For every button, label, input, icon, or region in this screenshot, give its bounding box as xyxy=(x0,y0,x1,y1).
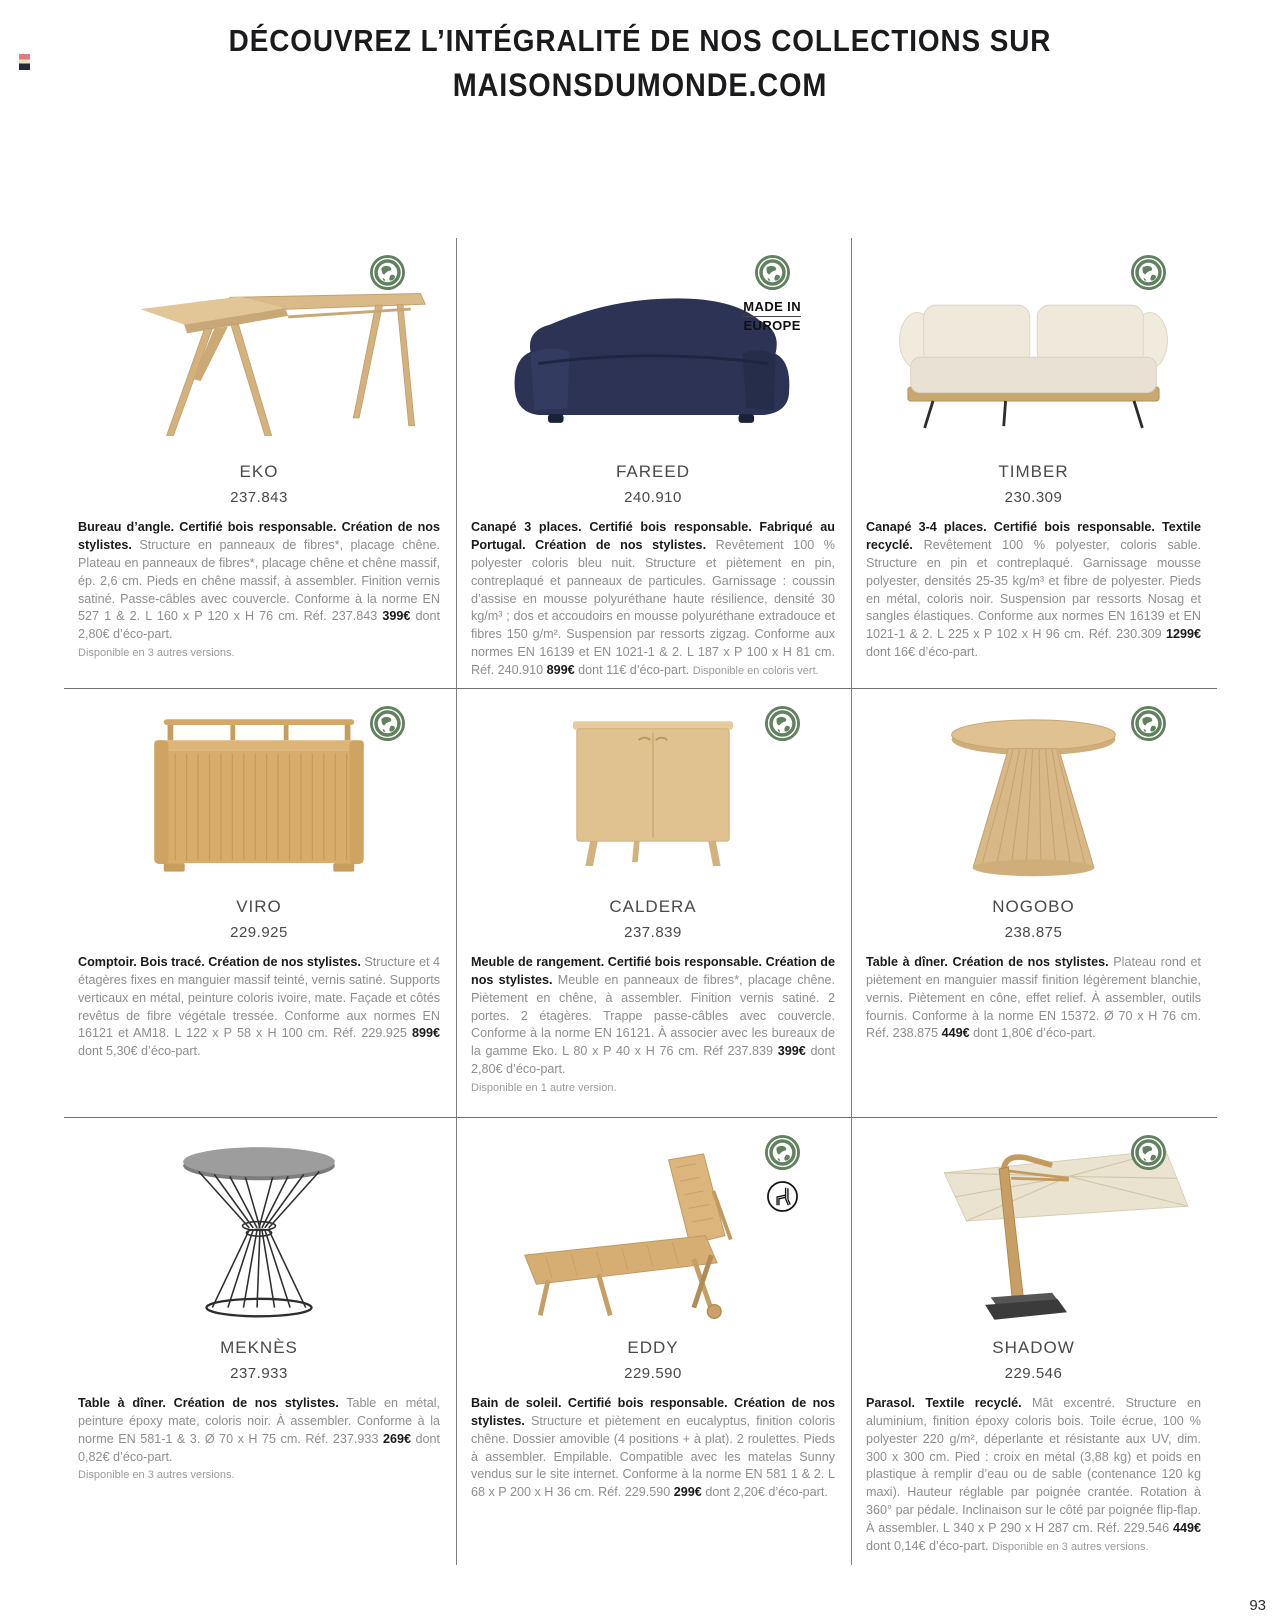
product-body: Structure en panneaux de fibres*, placage chêne. Plateau en panneaux de fibres*, placage chêne et chêne massif, ép. 2,6 cm. Pieds en chêne massif, à assembler. Finition vernis satiné. Passe-câbles avec couvercle. Conforme à la norme EN 527 1 & 2. L 160 x P 120 x H 76 cm. Réf. 237.843 xyxy=(78,537,440,624)
product-lead: Canapé 3 places. Certifié bois responsable. Fabriqué au Portugal. Création de nos stylistes. xyxy=(471,520,835,552)
product-description xyxy=(471,519,835,680)
eco-label-icon xyxy=(369,705,406,742)
product-card-shadow xyxy=(852,1117,1217,1565)
product-body: Table en métal, peinture époxy mate, coloris noir. À assembler. Conforme à la norme EN 581-1 & 3. Ø 70 x H 75 cm. Réf. 237.933 xyxy=(78,1395,440,1446)
product-ref: 229.590 xyxy=(624,1364,682,1382)
availability-note: Disponible en 3 autres versions. xyxy=(992,1540,1149,1553)
product-card-viro xyxy=(64,688,457,1117)
product-card-nogobo xyxy=(852,688,1217,1117)
product-lead: Meuble de rangement. Certifié bois responsable. Création de nos stylistes. xyxy=(471,954,835,987)
product-price: 269€ xyxy=(382,1431,411,1446)
product-image xyxy=(866,1118,1201,1326)
product-lead: Table à dîner. Création de nos stylistes. xyxy=(866,954,1109,969)
product-price: 1299€ xyxy=(1165,627,1201,642)
product-description xyxy=(866,954,1201,1043)
product-ref: 238.875 xyxy=(1004,923,1063,941)
product-name: FAREED xyxy=(615,462,691,481)
product-image xyxy=(471,238,835,450)
made-in-europe-line2: EUROPE xyxy=(743,318,801,334)
badge-stack xyxy=(369,254,406,291)
product-description xyxy=(471,954,835,1097)
product-ref: 229.925 xyxy=(230,923,288,941)
product-card-caldera xyxy=(457,688,852,1117)
product-eco-part: dont 0,14€ d’éco-part. xyxy=(866,1538,989,1553)
product-eco-part: dont 5,30€ d’éco-part. xyxy=(78,1044,201,1059)
badge-stack xyxy=(764,1134,801,1213)
eco-label-icon xyxy=(1130,1134,1167,1171)
badge-stack xyxy=(743,254,801,334)
product-lead: Bain de soleil. Certifié bois responsable. Création de nos stylistes. xyxy=(471,1395,835,1428)
product-body: Mât excentré. Structure en aluminium, finition époxy coloris bois. Toile écrue, 100 % polyester 220 g/m², déperlante et résistante aux UV, dim. 300 x 300 cm. Pied : croix en métal (3,88 kg) et poids en plastique à remplir d’eau ou de sable (contenance 120 kg maxi). Hauteur réglable par poignée crantée. Rotation à 360° par pédale. Inclinaison sur le côté par poignée flip-flap. À assembler. L 340 x P 290 x H 287 cm. Réf. 229.546 xyxy=(866,1395,1201,1535)
product-ref: 230.309 xyxy=(1004,489,1063,506)
product-description xyxy=(78,1395,440,1484)
product-body: Revêtement 100 % polyester, coloris sable. Structure en pin et contreplaqué. Garnissage mousse polyester, densités 25-35 kg/m³ et fibre de polyester. Pieds en métal, coloris noir. Suspension par ressorts Nosag et sangles élastiques. Conforme aux normes EN 16139 et EN 1021-1 & 2. L 225 x P 102 x H 96 cm. Réf. 230.309 xyxy=(866,537,1201,642)
metal-table-photo xyxy=(84,1120,434,1326)
product-body: Revêtement 100 % polyester coloris bleu nuit. Structure et piètement en pin, contreplaqué et panneaux de particules. Garnissage : coussin d’assise en mousse polyuréthane haute résilience, densité 30 kg/m³ ; dos et accoudoirs en mousse polyuréthane extradouce et fibres 150 g/m². Suspension par ressorts zigzag. Conforme aux normes EN 16139 et EN 1021-1 & 2. L 187 x P 100 x H 81 cm. Réf. 240.910 xyxy=(471,537,836,677)
availability-note: Disponible en 3 autres versions. xyxy=(78,1469,235,1482)
badge-stack xyxy=(369,705,406,742)
product-name: EDDY xyxy=(627,1337,679,1357)
availability-note: Disponible en coloris vert. xyxy=(692,665,819,677)
product-price: 899€ xyxy=(411,1026,440,1041)
product-card-meknes xyxy=(64,1117,457,1565)
product-price: 399€ xyxy=(777,1044,806,1059)
product-body: Meuble en panneaux de fibres*, placage chêne. Piètement en chêne, à assembler. Finition vernis satiné. 2 portes. 2 étagères. Trappe passe-câbles avec couvercle. Conforme à la norme EN 16121. À associer avec les bureaux de la gamme Eko. L 80 x P 40 x H 76 cm. Réf 237.839 xyxy=(471,972,836,1059)
product-grid xyxy=(64,238,1217,1565)
product-image xyxy=(471,689,835,885)
product-ref: 229.546 xyxy=(1004,1364,1063,1382)
product-lead: Canapé 3-4 places. Certifié bois responsable. Textile recyclé. xyxy=(866,520,1201,552)
product-eco-part: dont 2,20€ d’éco-part. xyxy=(701,1485,828,1500)
stackable-icon xyxy=(766,1180,799,1213)
page-number: 93 xyxy=(1249,1597,1266,1614)
page-title: DÉCOUVREZ L’INTÉGRALITÉ DE NOS COLLECTIONS SUR xyxy=(228,23,1052,58)
product-price: 299€ xyxy=(673,1485,702,1500)
availability-note: Disponible en 1 autre version. xyxy=(471,1082,617,1094)
product-name: MEKNÈS xyxy=(220,1337,298,1357)
badge-stack xyxy=(764,705,801,742)
product-name: NOGOBO xyxy=(992,896,1075,916)
product-eco-part: dont 1,80€ d’éco-part. xyxy=(969,1026,1096,1041)
product-description xyxy=(78,954,440,1061)
product-lead: Table à dîner. Création de nos stylistes. xyxy=(78,1395,339,1410)
product-eco-part: dont 0,82€ d’éco-part. xyxy=(78,1431,440,1464)
product-ref: 240.910 xyxy=(624,489,682,506)
product-eco-part: dont 16€ d’éco-part. xyxy=(866,645,979,660)
eco-label-icon xyxy=(369,254,406,291)
product-lead: Bureau d’angle. Certifié bois responsable. Création de nos stylistes. xyxy=(78,520,440,552)
product-card-eko xyxy=(64,238,457,688)
bookmark-icon[interactable] xyxy=(19,54,30,70)
product-name: CALDERA xyxy=(609,896,697,916)
product-price: 449€ xyxy=(1172,1521,1201,1535)
product-name: SHADOW xyxy=(992,1337,1075,1357)
product-name: TIMBER xyxy=(998,462,1069,481)
badge-stack xyxy=(1130,254,1167,291)
product-description xyxy=(78,519,440,662)
badge-stack xyxy=(1130,1134,1167,1171)
product-body: Structure et piètement en eucalyptus, finition coloris chêne. Dossier amovible (4 positions + à plat). 2 roulettes. Pieds à assembler. Empilable. Compatible avec les matelas Sunny vendus sur le site internet. Conforme à la norme EN 581 1 & 2. L 68 x P 200 x H 36 cm. Réf. 229.590 xyxy=(471,1413,835,1500)
product-name: EKO xyxy=(239,462,279,481)
product-body: Plateau rond et piètement en manguier massif finition légèrement blanchie, vernis. Piètement en cône, effet relief. À assembler, outils fournis. Conforme à la norme EN 15372. Ø 70 x H 76 cm. Réf. 238.875 xyxy=(866,954,1201,1041)
product-eco-part: dont 2,80€ d’éco-part. xyxy=(471,1044,836,1077)
product-lead: Parasol. Textile recyclé. xyxy=(866,1395,1022,1410)
product-card-eddy xyxy=(457,1117,852,1565)
made-in-europe-badge xyxy=(743,300,801,334)
product-lead: Comptoir. Bois tracé. Création de nos stylistes. xyxy=(78,954,361,969)
product-image xyxy=(78,1118,440,1326)
product-image xyxy=(866,238,1201,450)
eco-label-icon xyxy=(754,254,791,291)
product-image xyxy=(471,1118,835,1326)
availability-note: Disponible en 3 autres versions. xyxy=(78,647,235,660)
product-card-fareed xyxy=(457,238,852,688)
product-description xyxy=(471,1395,835,1502)
product-description xyxy=(866,1395,1201,1556)
product-price: 899€ xyxy=(546,663,575,677)
brand-title: MAISONSDUMONDE.COM xyxy=(452,66,828,103)
product-eco-part: dont 11€ d’éco-part. xyxy=(574,663,690,677)
product-ref: 237.933 xyxy=(230,1364,288,1382)
product-ref: 237.843 xyxy=(230,489,288,506)
product-image xyxy=(78,689,440,885)
product-body: Structure et 4 étagères fixes en manguier massif teinté, vernis satiné. Supports verticaux en métal, peinture coloris ivoire, mate. Façade et côtés revêtus de fibre végétale tressée. Conforme aux normes EN 16121 et AM18. L 122 x P 58 x H 100 cm. Réf. 229.925 xyxy=(78,954,440,1041)
product-name: VIRO xyxy=(236,896,282,916)
product-price: 449€ xyxy=(941,1026,970,1041)
eco-label-icon xyxy=(1130,705,1167,742)
product-image xyxy=(866,689,1201,885)
made-in-europe-line1: MADE IN xyxy=(743,300,801,317)
badge-stack xyxy=(1130,705,1167,742)
product-price: 399€ xyxy=(382,609,411,624)
product-card-timber xyxy=(852,238,1217,688)
eco-label-icon xyxy=(1130,254,1167,291)
eco-label-icon xyxy=(764,1134,801,1171)
eco-label-icon xyxy=(764,705,801,742)
product-image xyxy=(78,238,440,450)
product-eco-part: dont 2,80€ d’éco-part. xyxy=(78,609,440,642)
product-description xyxy=(866,519,1201,662)
product-ref: 237.839 xyxy=(624,923,682,941)
page-header xyxy=(0,0,1280,110)
